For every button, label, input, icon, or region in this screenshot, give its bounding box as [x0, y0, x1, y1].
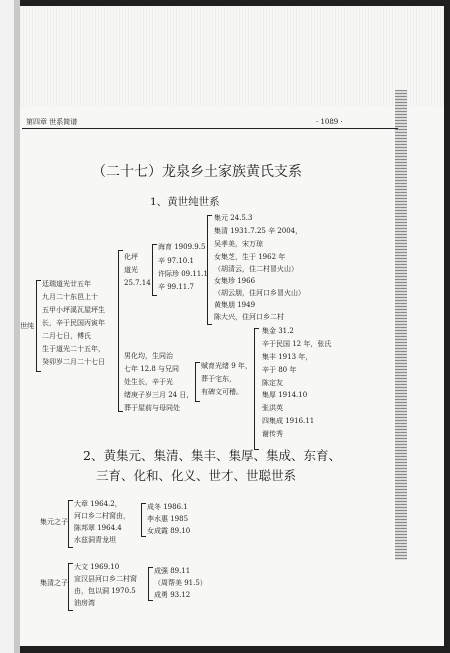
section2-heading-line2: 三育、化和、化义、世才、世聪世系: [96, 468, 297, 483]
group2-name: 集清之子: [40, 579, 68, 587]
sons-brace: [118, 250, 123, 412]
son1-brace: [152, 244, 157, 296]
root-brace: [36, 280, 41, 372]
group2-brace: [68, 563, 73, 611]
group2-children-brace: [148, 567, 153, 601]
page-stack-edge: [395, 90, 407, 560]
root-name: 世纯: [20, 322, 34, 330]
son2-brace: [195, 362, 200, 402]
group1-name: 集元之子: [40, 518, 68, 526]
grandchildren1-brace: [207, 215, 212, 325]
page-number: · 1089 ·: [316, 118, 343, 126]
header-rule: [22, 128, 398, 129]
page-title: （二十七）龙泉乡土家族黄氏支系: [92, 164, 302, 180]
scan-edge-left: [0, 0, 14, 653]
section2-heading-line1: 2、黄集元、集清、集丰、集厚、集成、东育、: [83, 448, 341, 463]
grandchildren2-brace: [254, 328, 259, 450]
group1-children-brace: [141, 503, 146, 537]
section1-heading: 1、黄世纯世系: [150, 196, 220, 208]
group1-brace: [68, 500, 73, 548]
running-header: 第四章 世系简谱: [26, 118, 78, 126]
